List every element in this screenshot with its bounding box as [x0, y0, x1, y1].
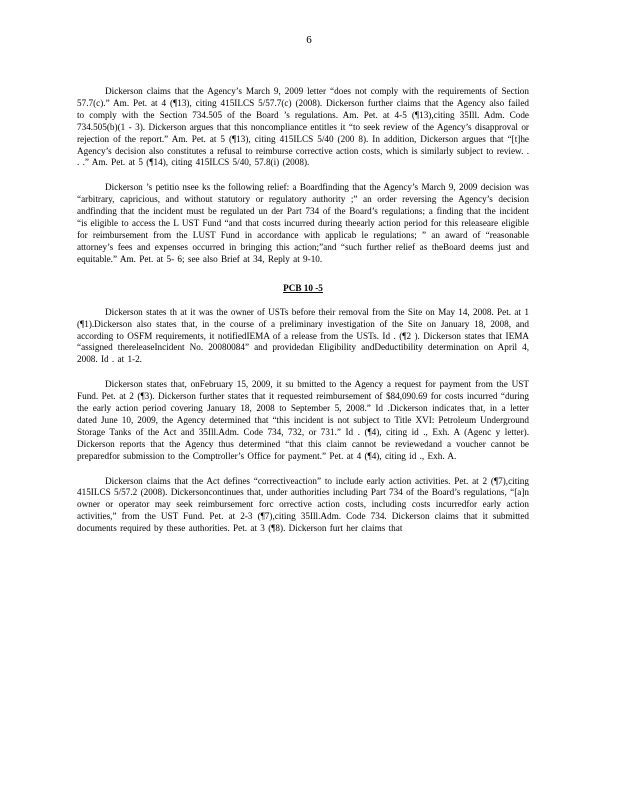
paragraph: Dickerson claims that the Act defines “correctiveaction” to include early action activities. Pet. at 2 (¶7),citing 415ILCS 5/57.2 (2008). Dickersoncontinues that, under authorities including Part 734 of the Board’s regulations, “[a]n owner or operator may seek reimbursement forc orrective action costs, including costs incurredfor early action activities,” from the UST Fund. Pet. at 2-3 (¶7),citing 35Ill.Adm. Code 734. Dickerson claims that it submitted documents required by these authorities. Pet. at 3 (¶8). Dickerson furt her claims that — [77, 475, 529, 534]
paragraph: Dickerson states th at it was the owner of USTs before their removal from the Site on May 14, 2008. Pet. at 1 (¶1).Dickerson also states that, in the course of a preliminary investigation of the Site on January 18, 2008, and according to OSFM requirements, it notifiedIEMA of a release from the USTs. Id . (¶2 ). Dickerson states that IEMA “assigned thereleaseIncident No. 20080084” and providedan Eligibility andDeductibility determination on April 4, 2008. Id . at 1-2. — [77, 306, 529, 365]
section-heading: PCB 10 -5 — [283, 282, 323, 293]
page-number: 6 — [306, 34, 312, 46]
paragraph: Dickerson ’s petitio nsee ks the following relief: a Boardfinding that the Agency’s March 9, 2009 decision was “arbitrary, capricious, and without statutory or regulatory authority ;” an order reversing the Agency’s decision andfinding that the incident must be regulated un der Part 734 of the Board’s regulations; a finding that the incident “is eligible to access the L UST Fund “and that costs incurred during theearly action period for this releaseare eligible for reimbursement from the LUST Fund in accordance with applicab le regulations; ” an award of “reasonable attorney’s fees and expenses occurred in bringing this action;”and “such further relief as theBoard deems just and equitable.” Am. Pet. at 5- 6; see also Brief at 34, Reply at 9-10. — [77, 182, 529, 264]
document-body — [77, 86, 529, 535]
paragraph: Dickerson claims that the Agency’s March 9, 2009 letter “does not comply with the requirements of Section 57.7(c).” Am. Pet. at 4 (¶13), citing 415ILCS 5/57.7(c) (2008). Dickerson further claims that the Agency also failed to comply with the Section 734.505 of the Board ’s regulations. Am. Pet. at 4-5 (¶13),citing 35Ill. Adm. Code 734.505(b)(1 - 3). Dickerson argues that this noncompliance entitles it “to seek review of the Agency’s disapproval or rejection of the report.” Am. Pet. at 5 (¶13), citing 415ILCS 5/40 (200 8). In addition, Dickerson argues that “[t]he Agency’s decision also constitutes a refusal to reimburse corrective action costs, which is similarly subject to review. . . .” Am. Pet. at 5 (¶14), citing 415ILCS 5/40, 57.8(i) (2008). — [77, 86, 529, 168]
paragraph: Dickerson states that, onFebruary 15, 2009, it su bmitted to the Agency a request for payment from the UST Fund. Pet. at 2 (¶3). Dickerson further states that it requested reimbursement of $84,090.69 for costs incurred “during the early action period covering January 18, 2008 to September 5, 2008.” Id .Dickerson indicates that, in a letter dated June 10, 2009, the Agency determined that “this incident is not subject to Title XVI: Petroleum Underground Storage Tanks of the Act and 35Ill.Adm. Code 734, 732, or 731.” Id . (¶4), citing id ., Exh. A (Agenc y letter). Dickerson reports that the Agency thus determined “that this claim cannot be reviewedand a voucher cannot be preparedfor submission to the Comptroller’s Office for payment.” Pet. at 4 (¶4), citing id ., Exh. A. — [77, 379, 529, 461]
